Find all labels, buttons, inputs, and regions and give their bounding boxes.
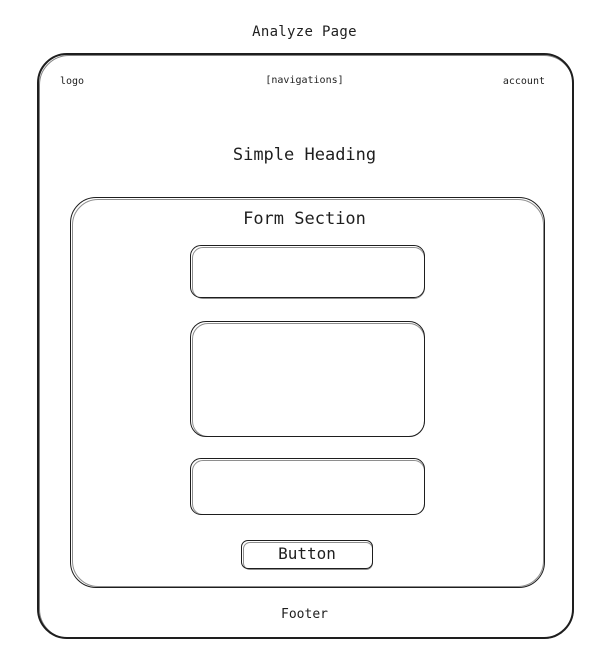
footer: Footer	[281, 607, 328, 622]
submit-button[interactable]: Button	[241, 540, 373, 569]
textarea-field[interactable]	[190, 321, 425, 437]
logo[interactable]: logo	[60, 76, 85, 87]
navigation-links[interactable]: [navigations]	[265, 75, 344, 86]
page-heading: Simple Heading	[232, 145, 377, 165]
form-section-title: Form Section	[243, 209, 366, 229]
input-field-1[interactable]	[190, 245, 425, 298]
input-field-2[interactable]	[190, 458, 425, 515]
account-link[interactable]: account	[502, 76, 545, 87]
page-label: Analyze Page	[252, 24, 357, 40]
